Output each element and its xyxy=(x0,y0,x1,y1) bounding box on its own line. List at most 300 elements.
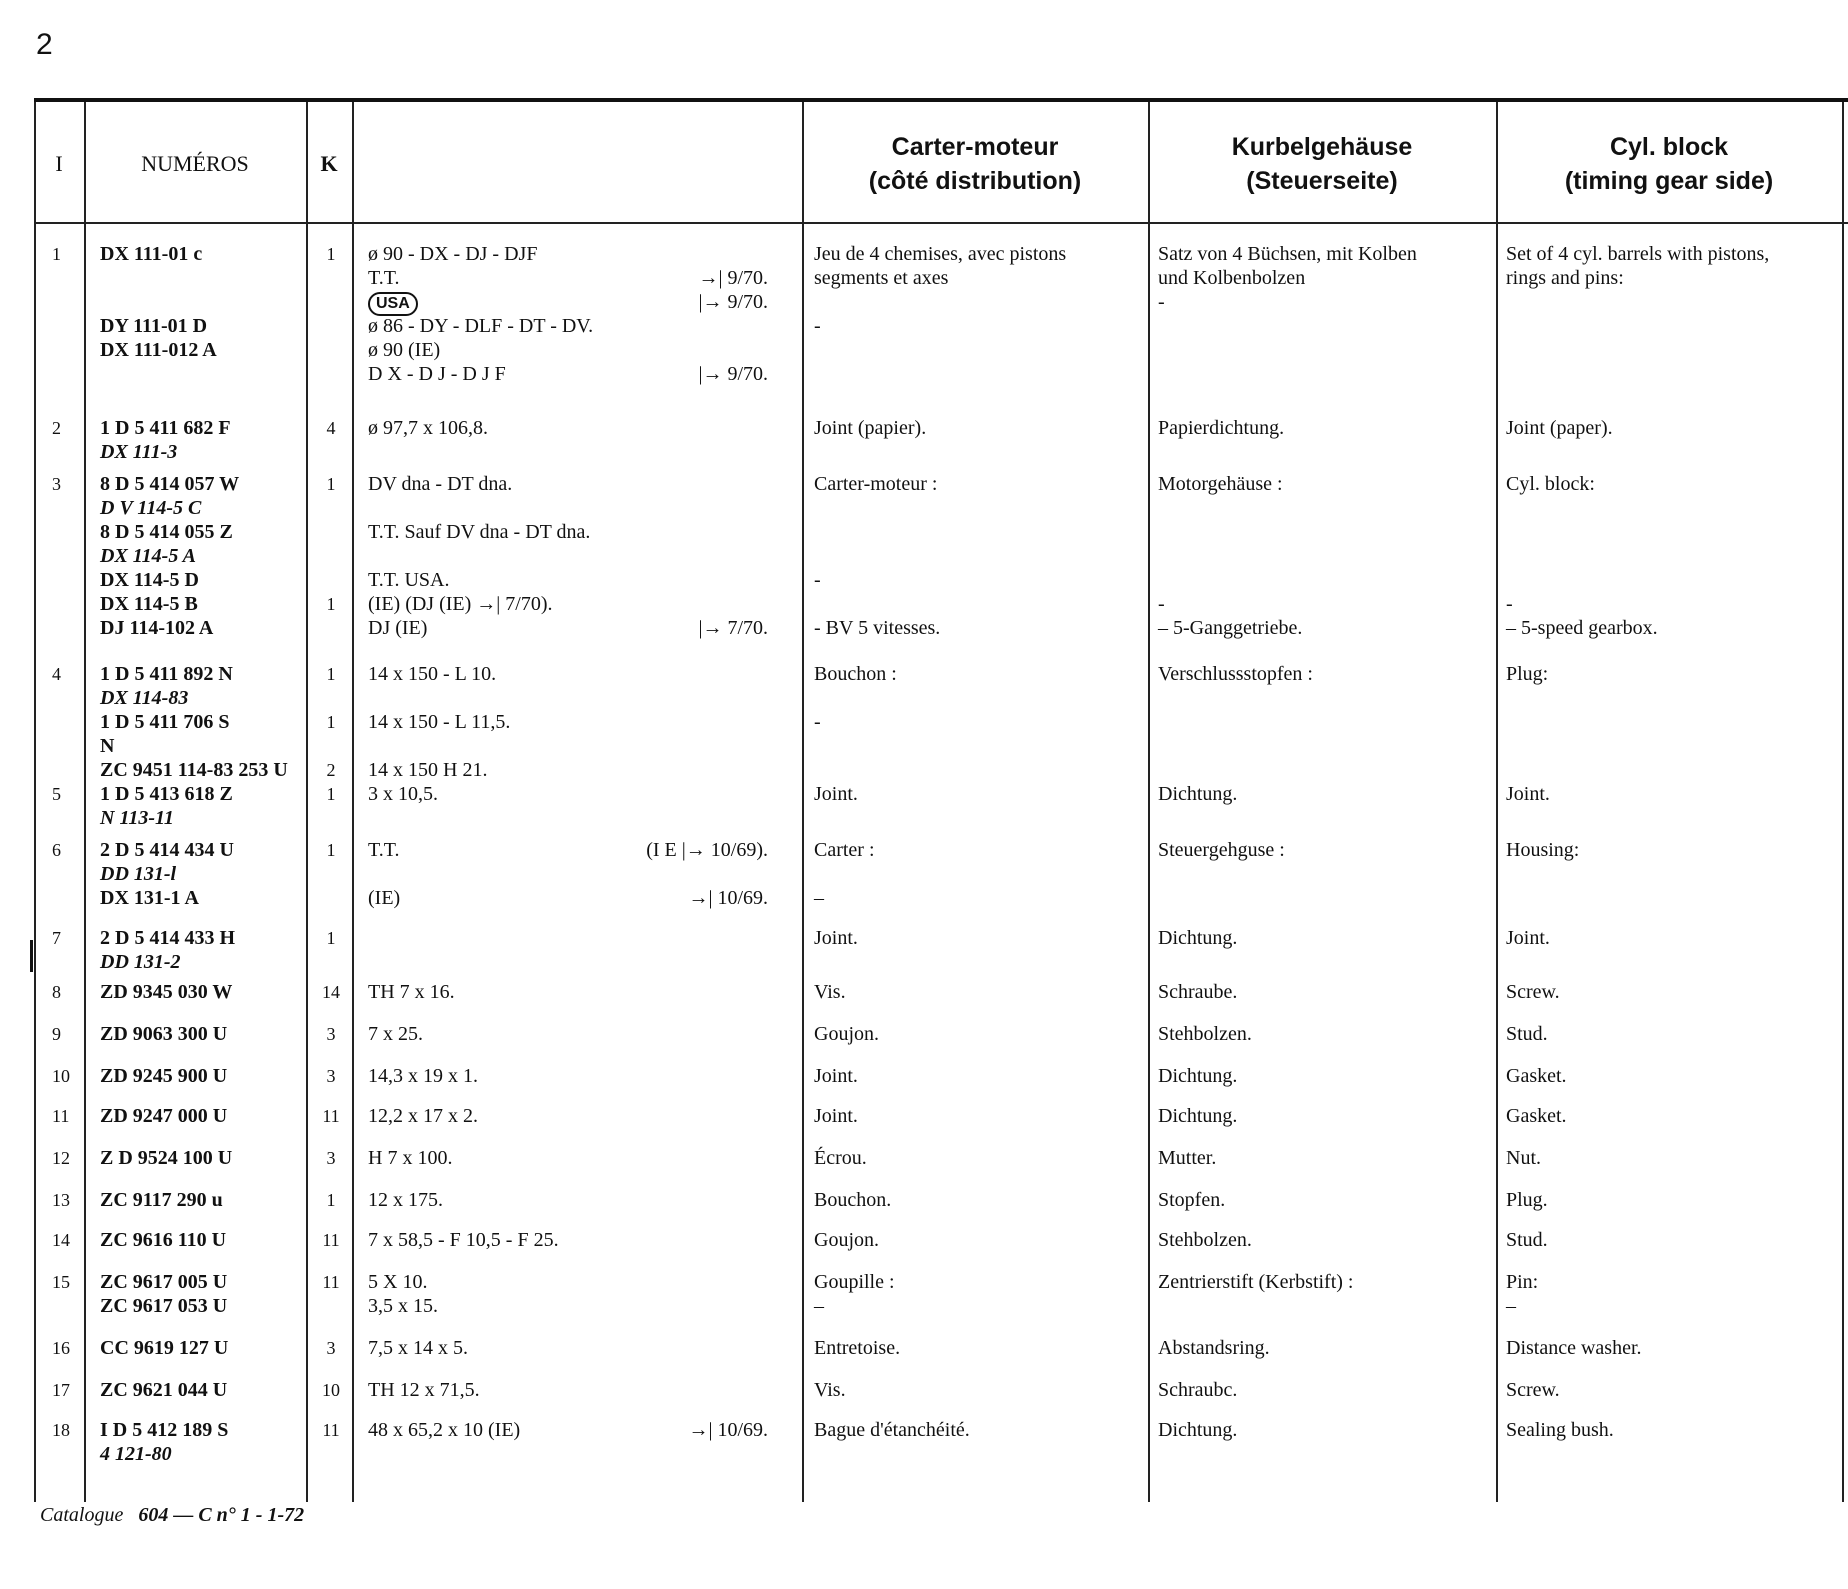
quantity xyxy=(316,838,346,862)
part-number-line: 8 D 5 414 057 W xyxy=(100,473,240,495)
description-line xyxy=(368,734,808,758)
part-number-line: ZC 9617 053 U xyxy=(100,1295,228,1317)
row-index: 15 xyxy=(52,1272,70,1292)
quantity-value: 2 xyxy=(326,760,336,780)
part-number-line: DX 111-012 A xyxy=(100,339,217,361)
desc-fr-line xyxy=(814,496,1154,520)
description-line: ø 90 - DX - DJ - DJF xyxy=(368,243,538,265)
description-line: 48 x 65,2 x 10 (IE) →| 10/69. xyxy=(368,1419,768,1441)
desc-en xyxy=(1506,1104,1846,1128)
footer xyxy=(40,1504,304,1527)
part-number-line: 1 D 5 411 682 F xyxy=(100,417,231,439)
part-number xyxy=(100,1064,310,1088)
description-line xyxy=(368,686,808,710)
margin-mark xyxy=(30,940,33,972)
desc-fr-line: Goujon. xyxy=(814,1229,879,1251)
part-number-line: Z D 9524 100 U xyxy=(100,1147,233,1169)
desc-de xyxy=(1158,1378,1498,1402)
part-number-line: I D 5 412 189 S xyxy=(100,1419,229,1441)
part-number-sub: N 113-11 xyxy=(100,807,174,829)
description xyxy=(368,662,808,782)
desc-fr-line: - xyxy=(814,711,821,733)
part-number xyxy=(100,472,310,640)
quantity xyxy=(316,1104,346,1128)
description-line: 12 x 175. xyxy=(368,1189,443,1211)
quantity xyxy=(316,472,346,616)
part-number-sub: DX 114-5 A xyxy=(100,545,196,567)
desc-de-line: Dichtung. xyxy=(1158,1105,1238,1127)
desc-de-line: – 5-Ganggetriebe. xyxy=(1158,617,1303,639)
description xyxy=(368,1064,808,1088)
description xyxy=(368,1104,808,1128)
description-line: 7 x 25. xyxy=(368,1023,423,1045)
desc-en-line xyxy=(1506,544,1846,568)
desc-en-line: Screw. xyxy=(1506,981,1560,1003)
desc-de xyxy=(1158,416,1498,440)
quantity-value: 14 xyxy=(322,982,340,1002)
part-number-sub: DD 131-2 xyxy=(100,951,181,973)
quantity-value: 11 xyxy=(322,1420,340,1440)
quantity-value: 1 xyxy=(326,594,336,614)
desc-de xyxy=(1158,1336,1498,1360)
desc-fr xyxy=(814,1378,1154,1402)
row-index: 18 xyxy=(52,1420,70,1440)
header-fr: Carter-moteur (côté distribution) xyxy=(868,133,1082,195)
desc-en-line: Set of 4 cyl. barrels with pistons, xyxy=(1506,243,1770,265)
quantity xyxy=(316,1418,346,1442)
desc-de-line: Mutter. xyxy=(1158,1147,1217,1169)
quantity-value: 3 xyxy=(326,1024,336,1044)
description-line: 3 x 10,5. xyxy=(368,783,438,805)
desc-en xyxy=(1506,1146,1846,1170)
part-number-line: DJ 114-102 A xyxy=(100,617,214,639)
part-number-line: 8 D 5 414 055 Z xyxy=(100,521,233,543)
part-number-line: DX 111-01 c xyxy=(100,243,203,265)
desc-en xyxy=(1506,662,1846,686)
desc-fr-line: Joint. xyxy=(814,927,858,949)
desc-de-line: Dichtung. xyxy=(1158,927,1238,949)
part-number-sub: 4 121-80 xyxy=(100,1443,172,1465)
desc-fr xyxy=(814,242,1154,338)
date-arrow: (I E |→ 10/69). xyxy=(646,839,768,861)
desc-de xyxy=(1158,1270,1498,1294)
part-number-line: ZD 9245 900 U xyxy=(100,1065,228,1087)
parts-table xyxy=(34,98,1848,1502)
quantity xyxy=(316,1188,346,1212)
description xyxy=(368,838,808,910)
description xyxy=(368,1336,808,1360)
description-line: DJ (IE) |→ 7/70. xyxy=(368,617,768,639)
desc-en xyxy=(1506,980,1846,1004)
desc-en xyxy=(1506,1064,1846,1088)
part-number-line: ZC 9117 290 u xyxy=(100,1189,223,1211)
desc-fr-line: – xyxy=(814,887,824,909)
desc-de-line: Dichtung. xyxy=(1158,1065,1238,1087)
desc-fr-line: Bouchon : xyxy=(814,663,897,685)
description-line xyxy=(368,862,808,886)
desc-de-line: Abstandsring. xyxy=(1158,1337,1270,1359)
quantity-value: 1 xyxy=(326,1190,336,1210)
description-line: T.T. USA. xyxy=(368,569,450,591)
desc-fr xyxy=(814,1270,1154,1318)
description-line xyxy=(368,496,808,520)
desc-fr xyxy=(814,782,1154,806)
desc-fr xyxy=(814,1146,1154,1170)
date-arrow: |→ 9/70. xyxy=(698,363,768,385)
description-line: D X - D J - D J F |→ 9/70. xyxy=(368,363,768,385)
description xyxy=(368,1022,808,1046)
desc-en-line xyxy=(1506,568,1846,592)
desc-de xyxy=(1158,1188,1498,1212)
desc-fr-line: Jeu de 4 chemises, avec pistons xyxy=(814,243,1067,265)
desc-fr-line: - xyxy=(814,569,821,591)
row-index: 5 xyxy=(52,784,61,804)
row-index: 17 xyxy=(52,1380,70,1400)
part-number-sub: DX 114-83 xyxy=(100,687,189,709)
description-line: H 7 x 100. xyxy=(368,1147,453,1169)
part-number-line: DX 114-5 B xyxy=(100,593,198,615)
description xyxy=(368,1378,808,1402)
desc-en-line: - xyxy=(1506,593,1513,615)
desc-en-line: Joint (paper). xyxy=(1506,417,1613,439)
quantity xyxy=(316,980,346,1004)
date-arrow: →| 9/70. xyxy=(698,267,768,289)
desc-fr-line: segments et axes xyxy=(814,267,949,289)
desc-en xyxy=(1506,1270,1846,1318)
desc-de xyxy=(1158,1228,1498,1252)
description-line: ø 86 - DY - DLF - DT - DV. xyxy=(368,315,594,337)
desc-en xyxy=(1506,1188,1846,1212)
row-index: 13 xyxy=(52,1190,70,1210)
desc-en-line: Plug: xyxy=(1506,663,1549,685)
footer-catalogue: Catalogue xyxy=(40,1504,124,1526)
description-line: ø 97,7 x 106,8. xyxy=(368,417,488,439)
description-line: (IE) (DJ (IE) →| 7/70). xyxy=(368,593,553,615)
description-line: 14 x 150 - L 11,5. xyxy=(368,711,511,733)
quantity xyxy=(316,416,346,440)
desc-fr-line: Joint. xyxy=(814,1105,858,1127)
desc-en-line: Nut. xyxy=(1506,1147,1541,1169)
desc-fr-line: Vis. xyxy=(814,981,846,1003)
desc-en-line: Plug. xyxy=(1506,1189,1548,1211)
desc-fr-line: Joint. xyxy=(814,1065,858,1087)
description-line xyxy=(368,544,808,568)
desc-en-line xyxy=(1506,520,1846,544)
quantity-value xyxy=(316,520,346,544)
part-number-line: ZD 9063 300 U xyxy=(100,1023,228,1045)
desc-fr-line xyxy=(814,290,1154,314)
desc-de xyxy=(1158,980,1498,1004)
description-line: 5 X 10. xyxy=(368,1271,428,1293)
part-number xyxy=(100,662,310,782)
desc-en-line: Gasket. xyxy=(1506,1065,1567,1087)
row-index: 8 xyxy=(52,982,61,1002)
quantity xyxy=(316,1146,346,1170)
quantity-value: 1 xyxy=(326,840,336,860)
row-index: 14 xyxy=(52,1230,70,1250)
header-de: Kurbelgehäuse (Steuerseite) xyxy=(1231,133,1413,195)
desc-de xyxy=(1158,838,1498,862)
date-arrow: |→ 7/70. xyxy=(698,617,768,639)
description xyxy=(368,926,808,950)
description-line: (IE) →| 10/69. xyxy=(368,887,768,909)
desc-en-line: Distance washer. xyxy=(1506,1337,1642,1359)
desc-en xyxy=(1506,926,1846,950)
part-number-line: 1 D 5 411 706 S xyxy=(100,711,230,733)
part-number xyxy=(100,782,310,830)
desc-en-line: Stud. xyxy=(1506,1023,1548,1045)
part-number-line: DX 131-1 A xyxy=(100,887,199,909)
quantity-value: 1 xyxy=(326,244,336,264)
description xyxy=(368,1418,808,1442)
row-index: 9 xyxy=(52,1024,61,1044)
quantity xyxy=(316,926,346,950)
quantity-value: 1 xyxy=(326,664,336,684)
date-arrow: |→ 9/70. xyxy=(698,291,768,313)
date-arrow: →| 10/69. xyxy=(688,1419,768,1441)
header-numeros: NUMÉROS xyxy=(141,151,249,176)
quantity-value: 4 xyxy=(326,418,336,438)
desc-fr-line: Vis. xyxy=(814,1379,846,1401)
part-number xyxy=(100,1022,310,1046)
desc-en xyxy=(1506,1228,1846,1252)
desc-fr xyxy=(814,1022,1154,1046)
part-number xyxy=(100,242,310,362)
part-number-sub: DD 131-l xyxy=(100,863,177,885)
description xyxy=(368,472,808,640)
desc-fr-line: Bouchon. xyxy=(814,1189,892,1211)
part-number-line: ZC 9617 005 U xyxy=(100,1271,228,1293)
description-line: 3,5 x 15. xyxy=(368,1295,438,1317)
desc-de-line: Stehbolzen. xyxy=(1158,1023,1252,1045)
row-index: 10 xyxy=(52,1066,70,1086)
desc-en-line: – xyxy=(1506,1295,1516,1317)
desc-en-line: Screw. xyxy=(1506,1379,1560,1401)
description-line: 14 x 150 - L 10. xyxy=(368,663,497,685)
quantity-value xyxy=(316,686,346,710)
desc-en-line: Stud. xyxy=(1506,1229,1548,1251)
description-line: ø 90 (IE) xyxy=(368,339,441,361)
quantity-value: 1 xyxy=(326,928,336,948)
desc-de-line: - xyxy=(1158,291,1165,313)
desc-fr xyxy=(814,1228,1154,1252)
desc-en xyxy=(1506,242,1846,290)
desc-de-line: Dichtung. xyxy=(1158,1419,1238,1441)
desc-fr xyxy=(814,1104,1154,1128)
quantity xyxy=(316,1064,346,1088)
desc-de-line: Verschlussstopfen : xyxy=(1158,663,1313,685)
desc-de-line: Dichtung. xyxy=(1158,783,1238,805)
part-number-line: ZC 9451 114-83 253 U xyxy=(100,759,288,781)
desc-en xyxy=(1506,416,1846,440)
row-index: 6 xyxy=(52,840,61,860)
desc-fr-line: Bague d'étanchéité. xyxy=(814,1419,970,1441)
desc-fr-line: Carter-moteur : xyxy=(814,473,938,495)
desc-fr xyxy=(814,472,1154,640)
part-number xyxy=(100,1146,310,1170)
description-line: 12,2 x 17 x 2. xyxy=(368,1105,478,1127)
page-number: 2 xyxy=(36,28,53,61)
desc-de-line: Zentrierstift (Kerbstift) : xyxy=(1158,1271,1354,1293)
quantity-value: 11 xyxy=(322,1106,340,1126)
description-line xyxy=(368,290,808,314)
desc-fr-line: – xyxy=(814,1295,824,1317)
desc-fr xyxy=(814,416,1154,440)
header-en: Cyl. block (timing gear side) xyxy=(1564,133,1774,195)
part-number-line: DY 111-01 D xyxy=(100,315,208,337)
row-index: 1 xyxy=(52,244,61,264)
desc-en-line: Joint. xyxy=(1506,927,1550,949)
desc-fr-line: - xyxy=(814,315,821,337)
part-number xyxy=(100,1270,310,1318)
row-index: 12 xyxy=(52,1148,70,1168)
desc-en xyxy=(1506,838,1846,862)
row-index: 11 xyxy=(52,1106,70,1126)
part-number-line: ZC 9621 044 U xyxy=(100,1379,228,1401)
desc-fr xyxy=(814,1418,1154,1442)
description-line: 14 x 150 H 21. xyxy=(368,759,488,781)
quantity xyxy=(316,1270,346,1294)
quantity-value: 3 xyxy=(326,1066,336,1086)
desc-fr-line: Carter : xyxy=(814,839,875,861)
desc-de-line xyxy=(1158,568,1498,592)
part-number-line: DX 114-5 D xyxy=(100,569,199,591)
description xyxy=(368,1270,808,1318)
desc-de xyxy=(1158,242,1498,314)
desc-fr xyxy=(814,662,1154,734)
row-index: 16 xyxy=(52,1338,70,1358)
part-number xyxy=(100,1228,310,1252)
desc-de xyxy=(1158,1022,1498,1046)
quantity-value: 1 xyxy=(326,474,336,494)
desc-de-line: Motorgehäuse : xyxy=(1158,473,1283,495)
quantity-value: 11 xyxy=(322,1230,340,1250)
desc-fr xyxy=(814,1188,1154,1212)
part-number-line: ZD 9345 030 W xyxy=(100,981,233,1003)
part-number-line: ZD 9247 000 U xyxy=(100,1105,228,1127)
description-line: T.T. (I E |→ 10/69). xyxy=(368,839,768,861)
desc-fr-line xyxy=(814,686,1154,710)
part-number xyxy=(100,1336,310,1360)
description-line xyxy=(368,926,808,950)
part-number-line: ZC 9616 110 U xyxy=(100,1229,227,1251)
part-number-line: 1 D 5 411 892 N xyxy=(100,663,233,685)
desc-en-line: Sealing bush. xyxy=(1506,1419,1614,1441)
desc-fr xyxy=(814,838,1154,910)
quantity-value xyxy=(316,568,346,592)
desc-fr-line: Entretoise. xyxy=(814,1337,901,1359)
description xyxy=(368,1188,808,1212)
quantity xyxy=(316,1022,346,1046)
part-number-sub: D V 114-5 C xyxy=(100,497,202,519)
quantity-value: 1 xyxy=(326,784,336,804)
quantity-value: 10 xyxy=(322,1380,340,1400)
desc-en xyxy=(1506,1336,1846,1360)
description-line: T.T. →| 9/70. xyxy=(368,267,768,289)
row-index: 3 xyxy=(52,474,61,494)
quantity-value xyxy=(316,734,346,758)
desc-de-line: Steuergehguse : xyxy=(1158,839,1285,861)
desc-de xyxy=(1158,1064,1498,1088)
part-number xyxy=(100,980,310,1004)
row-index: 2 xyxy=(52,418,61,438)
desc-de xyxy=(1158,926,1498,950)
desc-en xyxy=(1506,1418,1846,1442)
part-number-line: CC 9619 127 U xyxy=(100,1337,229,1359)
desc-en-line: Gasket. xyxy=(1506,1105,1567,1127)
desc-de-line: Papierdichtung. xyxy=(1158,417,1285,439)
quantity-value: 1 xyxy=(326,712,336,732)
desc-en-line: Pin: xyxy=(1506,1271,1539,1293)
part-number-line: 2 D 5 414 433 H xyxy=(100,927,235,949)
part-number-line xyxy=(100,290,310,314)
part-number-line: N xyxy=(100,735,115,757)
description xyxy=(368,980,808,1004)
desc-de-line: Satz von 4 Büchsen, mit Kolben xyxy=(1158,243,1417,265)
desc-en-line xyxy=(1506,496,1846,520)
desc-fr-line xyxy=(814,520,1154,544)
usa-badge: USA xyxy=(368,292,418,316)
part-number-line: 2 D 5 414 434 U xyxy=(100,839,234,861)
desc-fr-line xyxy=(814,592,1154,616)
desc-de-line xyxy=(1158,544,1498,568)
desc-de xyxy=(1158,782,1498,806)
date-arrow: →| 10/69. xyxy=(688,887,768,909)
desc-de xyxy=(1158,1146,1498,1170)
quantity xyxy=(316,1336,346,1360)
header-index: I xyxy=(55,151,63,176)
desc-de-line: Schraube. xyxy=(1158,981,1238,1003)
desc-fr-line: Écrou. xyxy=(814,1147,867,1169)
quantity-value xyxy=(316,544,346,568)
desc-fr xyxy=(814,926,1154,950)
desc-de xyxy=(1158,472,1498,640)
description-line: 7,5 x 14 x 5. xyxy=(368,1337,468,1359)
desc-fr-line: Joint. xyxy=(814,783,858,805)
desc-en-line: Joint. xyxy=(1506,783,1550,805)
desc-fr xyxy=(814,1336,1154,1360)
part-number-line: 1 D 5 413 618 Z xyxy=(100,783,233,805)
part-number xyxy=(100,1104,310,1128)
desc-de-line: Schraubc. xyxy=(1158,1379,1238,1401)
description xyxy=(368,242,808,386)
quantity xyxy=(316,242,346,266)
part-number xyxy=(100,1418,310,1466)
desc-en xyxy=(1506,1378,1846,1402)
description-line: 14,3 x 19 x 1. xyxy=(368,1065,478,1087)
desc-de-line: Stopfen. xyxy=(1158,1189,1226,1211)
part-number xyxy=(100,838,310,910)
quantity xyxy=(316,1378,346,1402)
footer-ref: 604 — C n° 1 - 1-72 xyxy=(138,1504,305,1526)
description xyxy=(368,1228,808,1252)
quantity-value xyxy=(316,496,346,520)
desc-de-line: und Kolbenbolzen xyxy=(1158,267,1306,289)
desc-fr-line: - BV 5 vitesses. xyxy=(814,617,941,639)
part-number-line xyxy=(100,266,310,290)
quantity-value: 3 xyxy=(326,1338,336,1358)
part-number xyxy=(100,416,310,464)
part-number xyxy=(100,1188,310,1212)
quantity xyxy=(316,662,346,782)
desc-fr-line: Joint (papier). xyxy=(814,417,927,439)
description xyxy=(368,416,808,440)
desc-de-line: Stehbolzen. xyxy=(1158,1229,1252,1251)
desc-de-line: - xyxy=(1158,593,1165,615)
description xyxy=(368,782,808,806)
desc-fr-line xyxy=(814,862,1154,886)
description-line: 7 x 58,5 - F 10,5 - F 25. xyxy=(368,1229,559,1251)
